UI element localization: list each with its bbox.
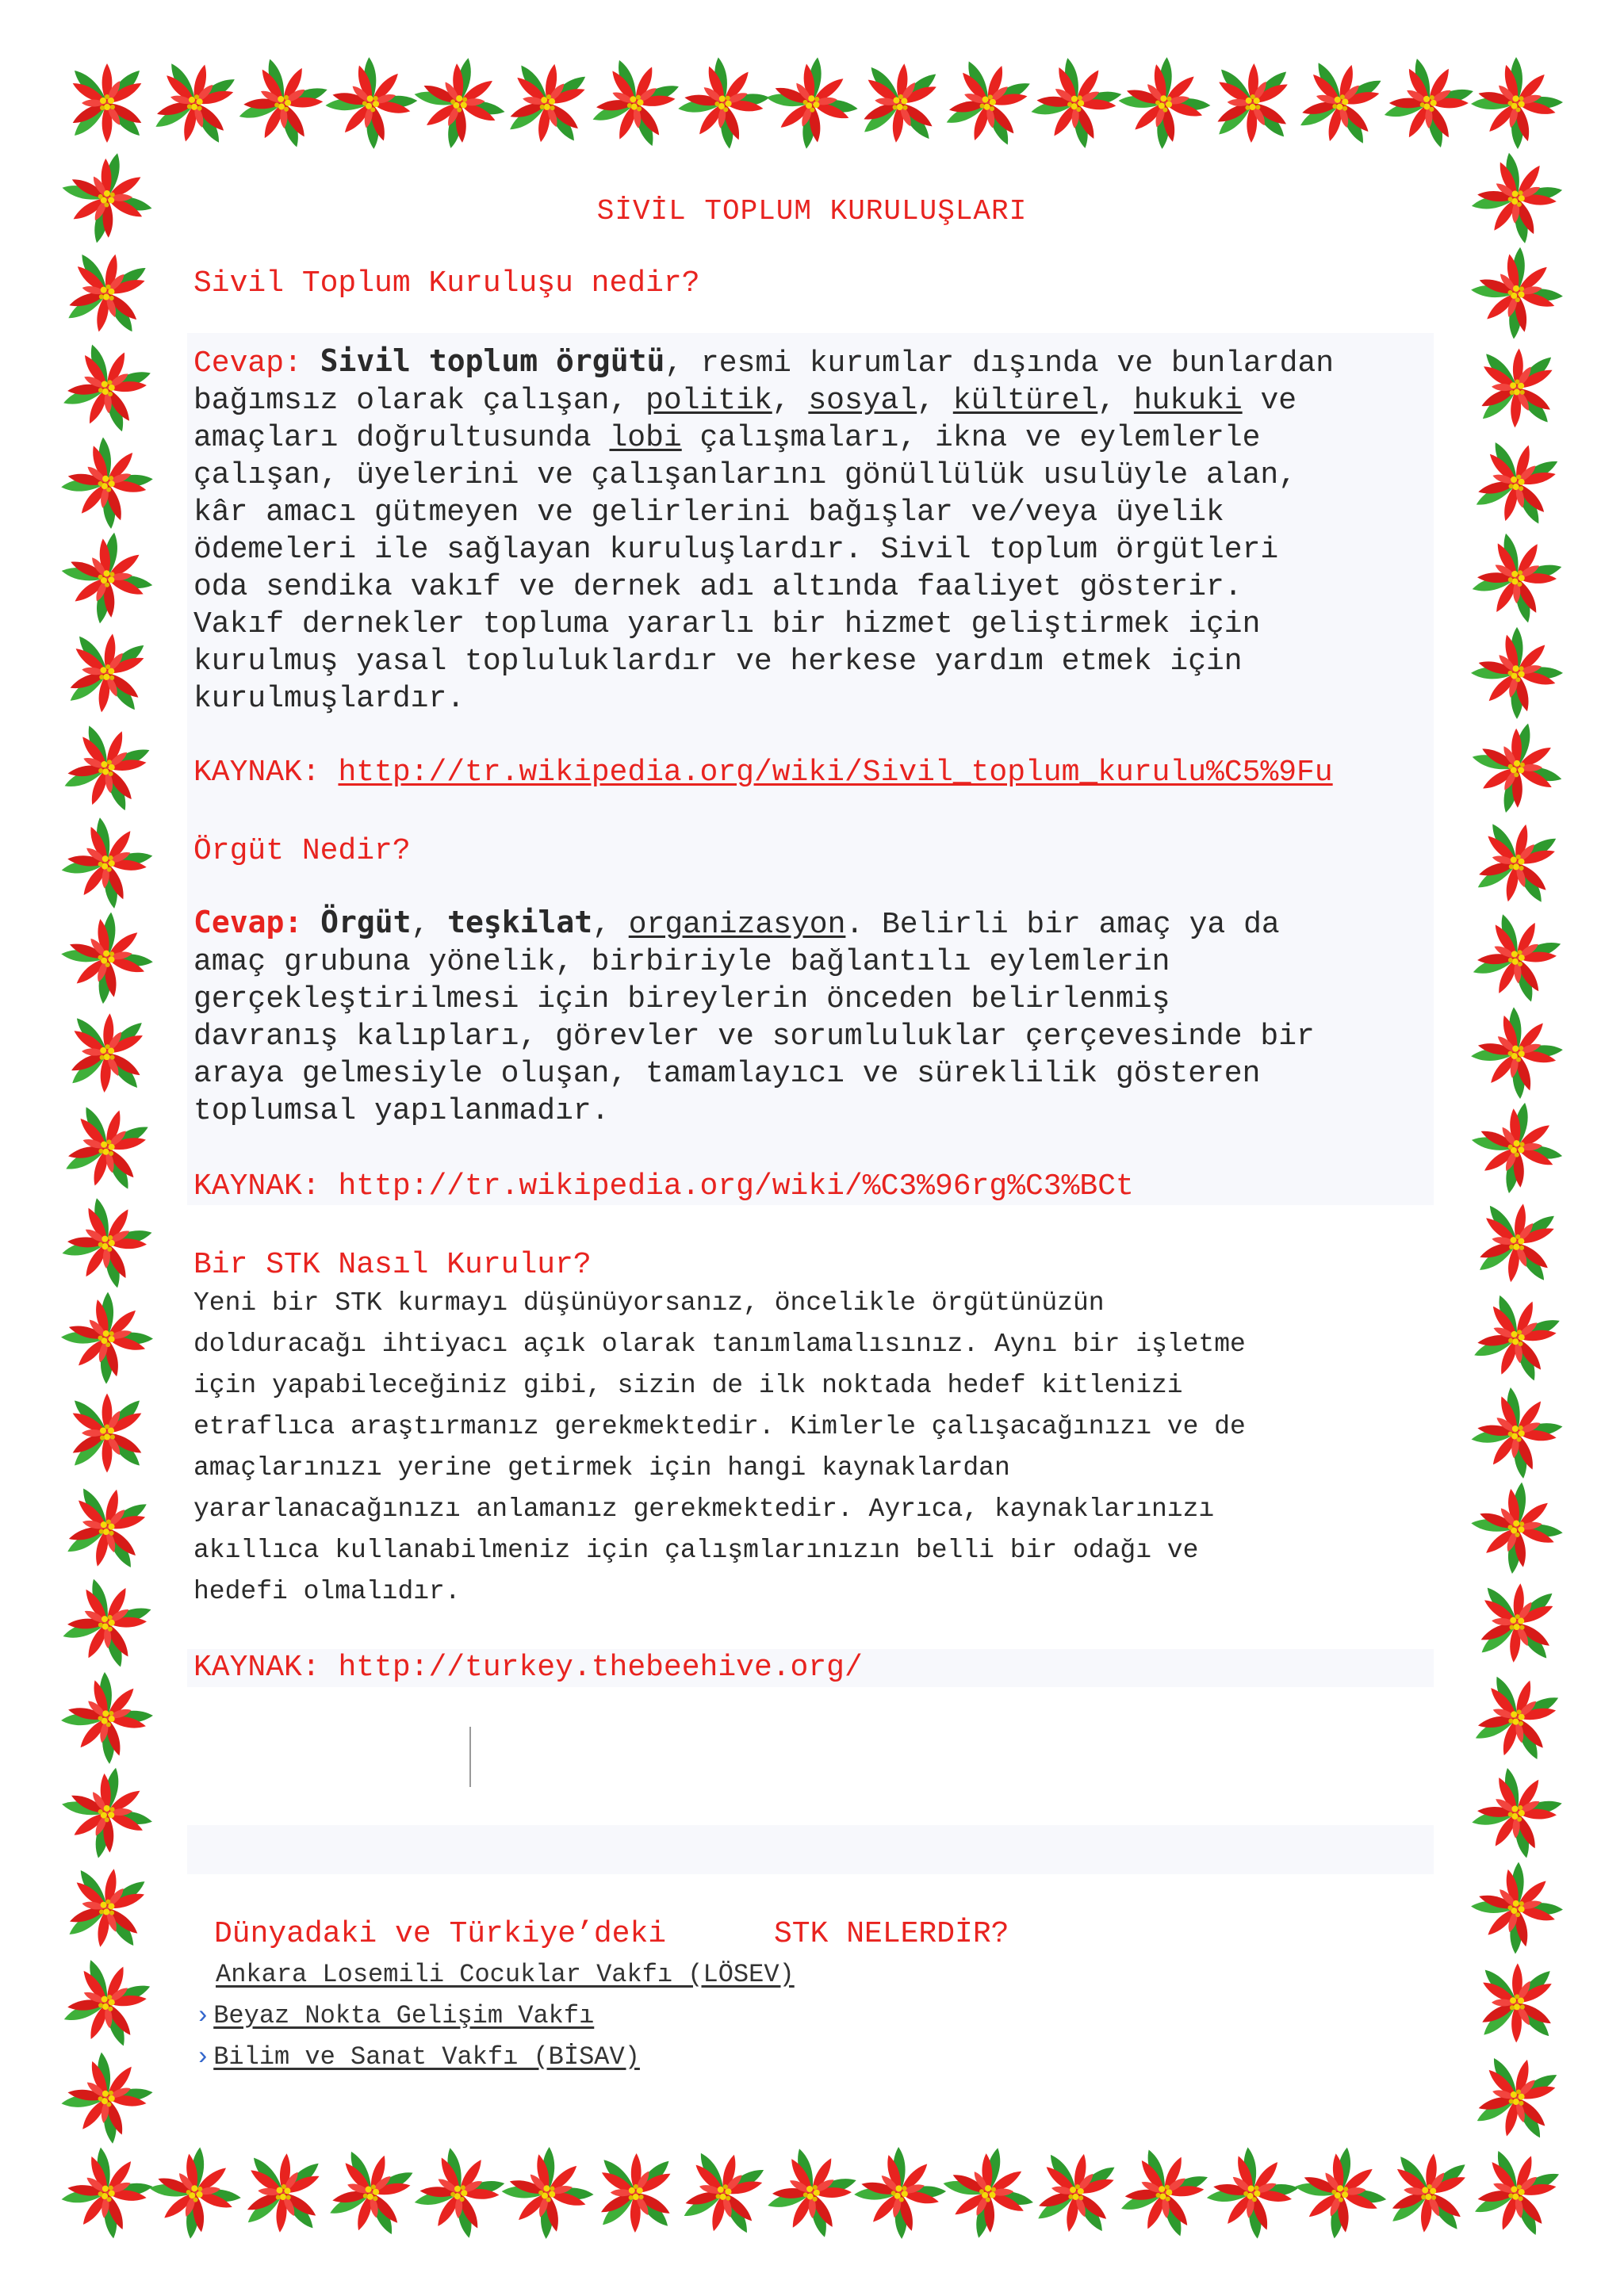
list-item[interactable] <box>216 1960 795 1989</box>
section3-source <box>193 1651 863 1685</box>
source-label: KAYNAK: <box>193 756 320 790</box>
answer-line: oda sendika vakıf ve dernek adı altında faaliyet gösterir. <box>193 570 1243 604</box>
list-item-label[interactable]: Ankara Losemili Cocuklar Vakfı (LÖSEV) <box>216 1960 795 1989</box>
body-line: yararlanacağınızı anlamanız gerekmektedir. Ayrıca, kaynaklarınızı <box>193 1494 1215 1524</box>
section2-answer <box>193 904 1431 1130</box>
answer-line: ödemeleri ile sağlayan kuruluşlardır. Sivil toplum örgütleri <box>193 533 1279 567</box>
text: , <box>1097 384 1134 418</box>
section1-question: Sivil Toplum Kuruluşu nedir? <box>193 266 700 300</box>
page-title: SİVİL TOPLUM KURULUŞLARI <box>596 195 1028 228</box>
source-label: KAYNAK: <box>193 1651 320 1685</box>
list-item[interactable] <box>195 2001 594 2030</box>
link-kulturel[interactable]: kültürel <box>952 384 1098 418</box>
answer-line: kurulmuş yasal topluluklardır ve herkese yardım etmek için <box>193 645 1243 679</box>
text: , <box>411 908 448 942</box>
section1-source <box>193 756 1333 790</box>
answer-line <box>193 904 1431 943</box>
answer-line: amaç grubuna yönelik, birbiriyle bağlantılı eylemlerin <box>193 945 1170 979</box>
text: . Belirli bir amaç ya da <box>845 908 1280 942</box>
answer-line <box>193 382 1431 419</box>
answer-line: gerçekleştirilmesi için bireylerin önceden belirlenmiş <box>193 982 1170 1016</box>
link-organizasyon[interactable]: organizasyon <box>628 908 846 942</box>
term-bold: Sivil toplum örgütü <box>320 343 665 378</box>
answer-label: Cevap: <box>193 346 302 381</box>
list-item-label[interactable]: Beyaz Nokta Gelişim Vakfı <box>213 2001 595 2030</box>
section3-body <box>193 1283 1431 1613</box>
term-bold: teşkilat <box>447 905 593 939</box>
section4-heading-right: STK NELERDİR? <box>774 1917 1009 1951</box>
text: , resmi kurumlar dışında ve bunlardan <box>665 346 1335 381</box>
section1-answer <box>193 342 1431 718</box>
text: , <box>592 908 629 942</box>
text: , <box>917 384 953 418</box>
source-link[interactable]: http://tr.wikipedia.org/wiki/Sivil_toplum_kurulu%C5%9Fu <box>338 756 1333 790</box>
chevron-right-icon: › <box>195 2001 211 2030</box>
section2-question: Örgüt Nedir? <box>193 834 411 868</box>
link-lobi[interactable]: lobi <box>609 421 682 455</box>
body-line: Yeni bir STK kurmayı düşünüyorsanız, öncelikle örgütünüzün <box>193 1288 1105 1318</box>
answer-line <box>193 419 1431 457</box>
link-hukuki[interactable]: hukuki <box>1133 384 1243 418</box>
section3-question: Bir STK Nasıl Kurulur? <box>193 1248 592 1282</box>
answer-line: davranış kalıpları, görevler ve sorumluluklar çerçevesinde bir <box>193 1020 1315 1054</box>
answer-line: araya gelmesiyle oluşan, tamamlayıcı ve süreklilik gösteren <box>193 1057 1261 1091</box>
list-item-label[interactable]: Bilim ve Sanat Vakfı (BİSAV) <box>213 2042 640 2072</box>
body-line: amaçlarınızı yerine getirmek için hangi kaynaklardan <box>193 1453 1010 1483</box>
answer-line <box>193 342 1431 382</box>
section2-source <box>193 1169 1134 1203</box>
answer-line: Vakıf dernekler topluma yararlı bir hizmet geliştirmek için <box>193 607 1261 641</box>
link-politik[interactable]: politik <box>645 384 772 418</box>
body-line: akıllıca kullanabilmeniz için çalışmlarınızın belli bir odağı ve <box>193 1536 1199 1565</box>
body-line: dolduracağı ihtiyacı açık olarak tanımlamalısınız. Aynı bir işletme <box>193 1330 1246 1359</box>
answer-line: kurulmuşlardır. <box>193 682 465 716</box>
empty-panel <box>187 1825 1434 1874</box>
body-line: için yapabileceğiniz gibi, sizin de ilk noktada hedef kitlenizi <box>193 1371 1183 1400</box>
answer-line: toplumsal yapılanmadır. <box>193 1094 610 1128</box>
text: amaçları doğrultusunda <box>193 421 610 455</box>
source-link[interactable]: http://turkey.thebeehive.org/ <box>338 1651 863 1685</box>
chevron-right-icon: › <box>195 2042 211 2072</box>
text-cursor <box>469 1727 471 1787</box>
text: , <box>772 384 809 418</box>
source-link[interactable]: http://tr.wikipedia.org/wiki/%C3%96rg%C3%BCt <box>338 1169 1134 1203</box>
source-label: KAYNAK: <box>193 1169 320 1203</box>
text: çalışmaları, ikna ve eylemlerle <box>681 421 1261 455</box>
term-bold: Örgüt <box>320 905 412 939</box>
section4-heading-left: Dünyadaki ve Türkiye’deki <box>214 1917 667 1951</box>
body-line: etraflıca araştırmanız gerekmektedir. Kimlerle çalışacağınızı ve de <box>193 1412 1246 1441</box>
text: bağımsız olarak çalışan, <box>193 384 646 418</box>
body-line: hedefi olmalıdır. <box>193 1577 461 1606</box>
text: ve <box>1242 384 1297 418</box>
list-item[interactable] <box>195 2042 640 2072</box>
answer-label: Cevap: <box>193 905 303 939</box>
answer-line: çalışan, üyelerini ve çalışanlarını gönüllülük usulüyle alan, <box>193 458 1297 492</box>
link-sosyal[interactable]: sosyal <box>808 384 917 418</box>
answer-line: kâr amacı gütmeyen ve gelirlerini bağışlar ve/veya üyelik <box>193 496 1224 530</box>
